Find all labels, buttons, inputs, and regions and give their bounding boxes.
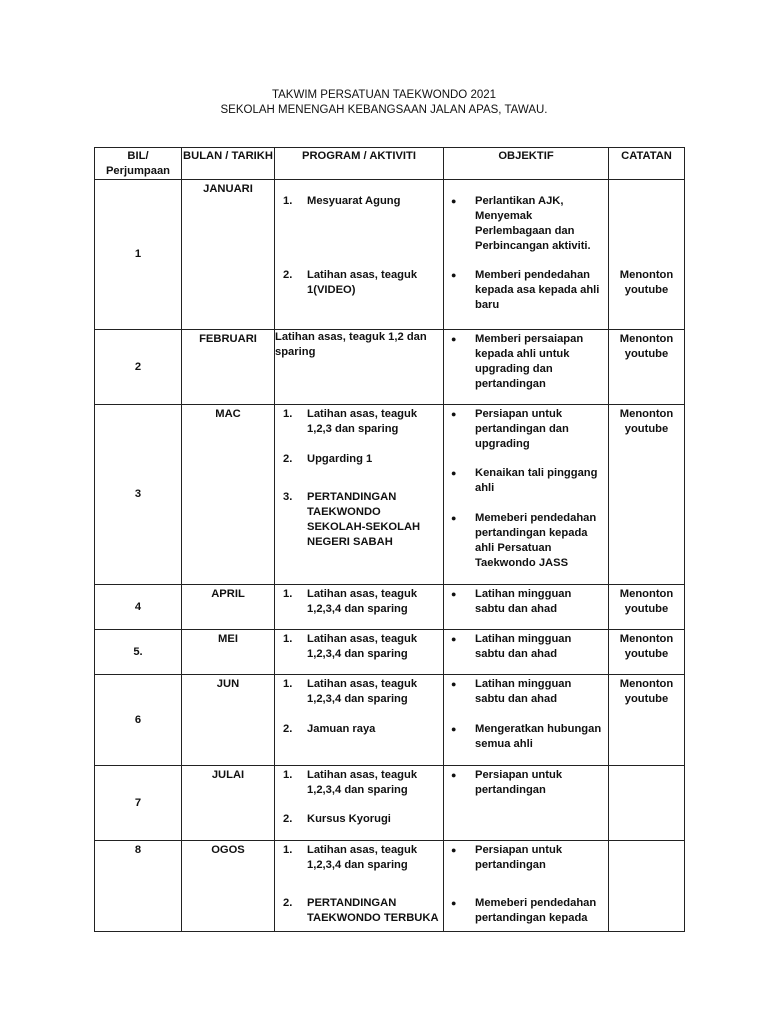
objektif-item: ● Mengeratkan hubungan semua ahli (451, 723, 602, 750)
program-item: 1. Latihan asas, teaguk 1,2,3 dan sparing (283, 408, 418, 435)
program-item: 2. Latihan asas, teaguk 1(VIDEO) (283, 269, 418, 296)
program-item: 2. Upgarding 1 (283, 453, 373, 465)
objektif-cell (444, 330, 609, 405)
catatan-cell: Menonton youtube (609, 180, 685, 330)
objektif-item: ● Memberi persaiapan kepada ahli untuk upgrading dan pertandingan (451, 333, 584, 390)
objektif-item: ● Latihan mingguan sabtu dan ahad (451, 633, 572, 660)
table-row (95, 405, 685, 585)
objektif-cell (444, 675, 609, 766)
bulan-cell: JUN (182, 675, 275, 766)
bulan-cell: OGOS (182, 841, 275, 932)
objektif-item: ● Latihan mingguan sabtu dan ahad (451, 678, 572, 705)
program-cell (275, 630, 444, 675)
bil-cell: 2 (95, 330, 182, 405)
objektif-cell (444, 405, 609, 585)
objektif-item: ● Memberi pendedahan kepada asa kepada ahli baru (451, 269, 600, 311)
program-cell: Latihan asas, teaguk 1,2 dan sparing (275, 330, 444, 405)
program-item: 3. PERTANDINGAN TAEKWONDO SEKOLAH-SEKOLAH NEGERI SABAH (283, 491, 421, 548)
bil-cell: 7 (95, 766, 182, 841)
program-item: 1. Latihan asas, teaguk 1,2,3,4 dan sparing (283, 844, 418, 871)
header-bulan: BULAN / TARIKH (182, 148, 275, 180)
objektif-cell (444, 841, 609, 932)
document-subtitle: SEKOLAH MENENGAH KEBANGSAAN JALAN APAS, TAWAU. (220, 104, 548, 116)
bil-cell: 3 (95, 405, 182, 585)
program-cell (275, 841, 444, 932)
program-item: 1. Latihan asas, teaguk 1,2,3,4 dan sparing (283, 769, 418, 796)
table-row (95, 180, 685, 330)
table-row (95, 630, 685, 675)
bulan-cell: MAC (182, 405, 275, 585)
bulan-cell: FEBRUARI (182, 330, 275, 405)
header-catatan: CATATAN (609, 148, 685, 180)
bil-cell: 8 (95, 841, 182, 932)
calendar-table (94, 147, 685, 932)
objektif-item: ● Latihan mingguan sabtu dan ahad (451, 588, 572, 615)
program-item: 1. Latihan asas, teaguk 1,2,3,4 dan sparing (283, 588, 418, 615)
objektif-item: ● Memeberi pendedahan pertandingan kepada ahli Persatuan Taekwondo JASS (451, 512, 597, 569)
bulan-cell: JULAI (182, 766, 275, 841)
objektif-item: ● Persiapan untuk pertandingan (451, 844, 563, 871)
header-bil: BIL/ Perjumpaan (95, 148, 182, 180)
catatan-cell: Menonton youtube (609, 675, 685, 766)
table-header-row (95, 148, 685, 180)
program-item: 1. Latihan asas, teaguk 1,2,3,4 dan sparing (283, 633, 418, 660)
program-cell (275, 766, 444, 841)
bil-cell: 6 (95, 675, 182, 766)
objektif-item: ● Memeberi pendedahan pertandingan kepada (451, 897, 597, 924)
program-cell (275, 585, 444, 630)
objektif-cell (444, 766, 609, 841)
bulan-cell: APRIL (182, 585, 275, 630)
table-row (95, 585, 685, 630)
program-item: 1. Mesyuarat Agung (283, 195, 401, 207)
catatan-cell (609, 841, 685, 932)
objektif-item: ● Persiapan untuk pertandingan (451, 769, 563, 796)
bil-cell: 5. (95, 630, 182, 675)
objektif-cell (444, 585, 609, 630)
objektif-cell (444, 630, 609, 675)
objektif-item: ● Persiapan untuk pertandingan dan upgrading (451, 408, 569, 450)
objektif-cell (444, 180, 609, 330)
catatan-cell: Menonton youtube (609, 330, 685, 405)
catatan-cell: Menonton youtube (609, 585, 685, 630)
bil-cell: 1 (95, 180, 182, 330)
program-cell (275, 405, 444, 585)
header-objektif: OBJEKTIF (444, 148, 609, 180)
table-row (95, 841, 685, 932)
table-row (95, 766, 685, 841)
program-cell (275, 675, 444, 766)
catatan-cell: Menonton youtube (609, 630, 685, 675)
objektif-item: ● Perlantikan AJK, Menyemak Perlembagaan dan Perbincangan aktiviti. (451, 195, 591, 252)
program-cell (275, 180, 444, 330)
catatan-cell: Menonton youtube (609, 405, 685, 585)
program-item: 1. Latihan asas, teaguk 1,2,3,4 dan sparing (283, 678, 418, 705)
bulan-cell: MEI (182, 630, 275, 675)
program-item: 2. PERTANDINGAN TAEKWONDO TERBUKA (283, 897, 439, 924)
bulan-cell: JANUARI (182, 180, 275, 330)
program-item: 2. Kursus Kyorugi (283, 813, 391, 825)
table-row (95, 675, 685, 766)
objektif-item: ● Kenaikan tali pinggang ahli (451, 467, 598, 494)
program-item: 2. Jamuan raya (283, 723, 376, 735)
catatan-cell (609, 766, 685, 841)
table-row (95, 330, 685, 405)
document-title: TAKWIM PERSATUAN TAEKWONDO 2021 (271, 89, 497, 101)
header-program: PROGRAM / AKTIVITI (275, 148, 444, 180)
bil-cell: 4 (95, 585, 182, 630)
